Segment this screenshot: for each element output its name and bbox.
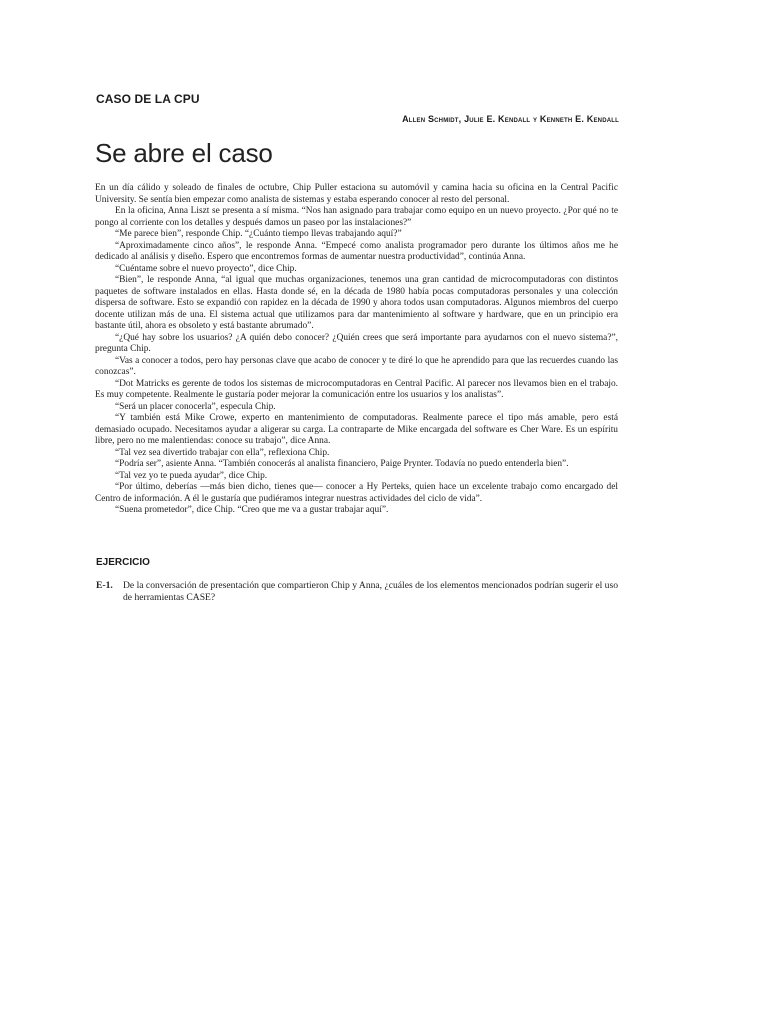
- paragraph: “Tal vez yo te pueda ayudar”, dice Chip.: [115, 470, 268, 481]
- paragraph: “Será un placer conocerla”, especula Chip.: [115, 401, 276, 412]
- paragraph: “Aproximadamente cinco años”, le responde Anna. “Empecé como analista programador pero durante los últimos años me he dedicado al análisis y diseño. Espero que encontremos formas de aumentar nuestra productividad”, continúa Anna.: [95, 240, 618, 262]
- case-body-text: [95, 183, 618, 517]
- paragraph: “Vas a conocer a todos, pero hay personas clave que acabo de conocer y te diré lo que he aprendido para que las recuerdes cuando las conozcas”.: [95, 355, 618, 377]
- exercise-item: [96, 580, 618, 604]
- paragraph: “Bien”, le responde Anna, “al igual que muchas organizaciones, tenemos una gran cantidad de microcomputadoras con distintos paquetes de software instalados en ellas. Hasta donde sé, en la década de 1980 había pocas computadoras personales y una colección dispersa de software. Esto se expandió con rapidez en la década de 1990 y ahora todos usan computadoras. Algunos miembros del cuerpo docente utilizan más de una. El sistema actual que utilizamos para dar mantenimiento al software y hardware, que en un principio era bastante útil, ahora es obsoleto y está bastante abrumado”.: [95, 275, 618, 331]
- page-title: Se abre el caso: [95, 138, 273, 168]
- exercise-number: E-1.: [96, 580, 113, 591]
- section-label: CASO DE LA CPU: [96, 92, 200, 106]
- exercise-question: De la conversación de presentación que compartieron Chip y Anna, ¿cuáles de los elementos mencionados podrían sugerir el uso de herramientas CASE?: [123, 580, 618, 603]
- paragraph: “Me parece bien”, responde Chip. “¿Cuánto tiempo llevas trabajando aquí?”: [115, 229, 402, 239]
- paragraph: “Podría ser”, asiente Anna. “También conocerás al analista financiero, Paige Prynter. Todavía no puedo entenderla bien”.: [115, 459, 569, 469]
- paragraph: “Dot Matricks es gerente de todos los sistemas de microcomputadoras en Central Pacific. Al parecer nos llevamos bien en el trabajo. Es muy competente. Realmente le gustaría poder mejorar la comunicación entre los usuarios y los analistas”.: [95, 378, 618, 400]
- paragraph: “Tal vez sea divertido trabajar con ella”, reflexiona Chip.: [115, 447, 330, 458]
- paragraph: “¿Qué hay sobre los usuarios? ¿A quién debo conocer? ¿Quién crees que será importante para ayudarnos con el nuevo sistema?”, pregunta Chip.: [95, 332, 618, 354]
- authors-byline: Allen Schmidt, Julie E. Kendall y Kenneth E. Kendall: [402, 114, 619, 124]
- paragraph: “Cuéntame sobre el nuevo proyecto”, dice Chip.: [115, 263, 297, 274]
- paragraph: En un día cálido y soleado de finales de octubre, Chip Puller estaciona su automóvil y camina hacia su oficina en la Central Pacific University. Se sentía bien empezar como analista de sistemas y estaba esperando conocer al resto del personal.: [95, 183, 618, 205]
- exercise-heading: EJERCICIO: [96, 557, 150, 568]
- paragraph: “Por último, deberías —más bien dicho, tienes que— conocer a Hy Perteks, quien hace un excelente trabajo como encargado del Centro de información. A él le gustaría que pudiéramos integrar nuestras actividades del ciclo de vida”.: [95, 482, 618, 504]
- paragraph: En la oficina, Anna Liszt se presenta a sí misma. “Nos han asignado para trabajar como equipo en un nuevo proyecto. ¿Por qué no te pongo al corriente con los detalles y después damos un paseo por las instalaciones?”: [95, 206, 618, 228]
- paragraph: “Suena prometedor”, dice Chip. “Creo que me va a gustar trabajar aquí”.: [115, 505, 389, 515]
- paragraph: “Y también está Mike Crowe, experto en mantenimiento de computadoras. Realmente parece el tipo más amable, pero está demasiado ocupado. Necesitamos ayudar a aligerar su carga. La contraparte de Mike encargada del software es Cher Ware. Es un espíritu libre, pero no me malentiendas: conoce su trabajo”, dice Anna.: [95, 413, 618, 446]
